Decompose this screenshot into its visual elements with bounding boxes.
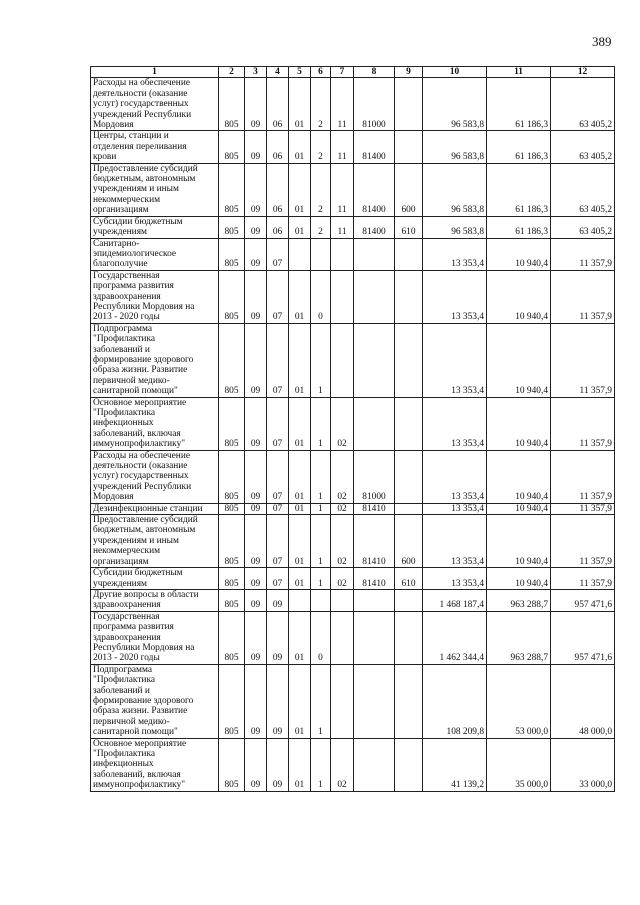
cell-c4: 09 (267, 611, 289, 664)
cell-c8: 81410 (354, 503, 395, 514)
cell-c6: 1 (311, 323, 331, 397)
cell-c3: 09 (245, 515, 267, 568)
cell-c3: 09 (245, 503, 267, 514)
row-label: Основное мероприятие "Профилактика инфекционных заболеваний, включая иммунопрофилактику" (91, 738, 219, 791)
cell-c2: 805 (219, 163, 245, 216)
cell-c4: 06 (267, 78, 289, 131)
cell-c12: 957 471,6 (551, 589, 615, 611)
header-cell: 2 (219, 67, 245, 78)
table-row (91, 163, 615, 216)
cell-c10: 96 583,8 (423, 131, 487, 163)
cell-c8: 81410 (354, 515, 395, 568)
cell-c9 (395, 131, 423, 163)
cell-c2: 805 (219, 664, 245, 738)
row-label: Предоставление субсидий бюджетным, автономным учреждениям и иным некоммерческим организациям (91, 515, 219, 568)
cell-c2: 805 (219, 78, 245, 131)
cell-c9 (395, 611, 423, 664)
cell-c11: 61 186,3 (487, 163, 551, 216)
cell-c5 (289, 238, 311, 270)
cell-c6 (311, 238, 331, 270)
cell-c12: 63 405,2 (551, 163, 615, 216)
cell-c5: 01 (289, 611, 311, 664)
cell-c4: 07 (267, 515, 289, 568)
cell-c4: 07 (267, 270, 289, 323)
cell-c10: 13 353,4 (423, 397, 487, 450)
header-cell: 5 (289, 67, 311, 78)
cell-c2: 805 (219, 568, 245, 590)
cell-c8 (354, 738, 395, 791)
budget-table (90, 66, 615, 792)
cell-c6: 1 (311, 397, 331, 450)
cell-c6: 2 (311, 131, 331, 163)
cell-c11: 10 940,4 (487, 503, 551, 514)
cell-c2: 805 (219, 589, 245, 611)
cell-c3: 09 (245, 216, 267, 238)
row-label: Расходы на обеспечение деятельности (оказание услуг) государственных учреждений Республики Мордовия (91, 78, 219, 131)
cell-c7: 11 (331, 78, 354, 131)
cell-c9 (395, 397, 423, 450)
row-label: Санитарно- эпидемиологическое благополучие (91, 238, 219, 270)
cell-c5: 01 (289, 131, 311, 163)
header-cell: 1 (91, 67, 219, 78)
cell-c7 (331, 589, 354, 611)
cell-c7: 02 (331, 568, 354, 590)
table-row (91, 323, 615, 397)
cell-c10: 1 462 344,4 (423, 611, 487, 664)
cell-c3: 09 (245, 238, 267, 270)
cell-c3: 09 (245, 568, 267, 590)
cell-c10: 13 353,4 (423, 568, 487, 590)
cell-c10: 13 353,4 (423, 515, 487, 568)
cell-c9 (395, 450, 423, 503)
cell-c4: 07 (267, 397, 289, 450)
cell-c10: 96 583,8 (423, 78, 487, 131)
row-label: Центры, станции и отделения переливания крови (91, 131, 219, 163)
row-label: Подпрограмма "Профилактика заболеваний и формирование здорового образа жизни. Развитие первичной медико- санитарной помощи" (91, 664, 219, 738)
cell-c9 (395, 270, 423, 323)
table-row (91, 131, 615, 163)
cell-c10: 13 353,4 (423, 450, 487, 503)
page-number: 389 (592, 34, 612, 49)
cell-c5: 01 (289, 503, 311, 514)
header-cell: 4 (267, 67, 289, 78)
cell-c11: 10 940,4 (487, 397, 551, 450)
cell-c5: 01 (289, 78, 311, 131)
cell-c8 (354, 238, 395, 270)
cell-c9: 600 (395, 515, 423, 568)
cell-c5: 01 (289, 397, 311, 450)
cell-c7: 11 (331, 163, 354, 216)
cell-c8: 81400 (354, 216, 395, 238)
row-label: Другие вопросы в области здравоохранения (91, 589, 219, 611)
cell-c6: 1 (311, 503, 331, 514)
cell-c9 (395, 589, 423, 611)
cell-c9: 610 (395, 568, 423, 590)
table-row (91, 568, 615, 590)
cell-c6: 0 (311, 270, 331, 323)
cell-c5: 01 (289, 738, 311, 791)
cell-c4: 06 (267, 163, 289, 216)
cell-c11: 10 940,4 (487, 270, 551, 323)
table-row (91, 450, 615, 503)
cell-c10: 96 583,8 (423, 163, 487, 216)
cell-c2: 805 (219, 450, 245, 503)
table-row (91, 738, 615, 791)
cell-c11: 10 940,4 (487, 450, 551, 503)
cell-c12: 957 471,6 (551, 611, 615, 664)
cell-c5: 01 (289, 163, 311, 216)
cell-c2: 805 (219, 238, 245, 270)
cell-c10: 96 583,8 (423, 216, 487, 238)
cell-c7: 11 (331, 131, 354, 163)
cell-c2: 805 (219, 738, 245, 791)
cell-c6: 1 (311, 568, 331, 590)
cell-c7 (331, 238, 354, 270)
table-row (91, 611, 615, 664)
header-cell: 7 (331, 67, 354, 78)
cell-c8 (354, 270, 395, 323)
cell-c12: 63 405,2 (551, 131, 615, 163)
cell-c7: 02 (331, 738, 354, 791)
cell-c9 (395, 323, 423, 397)
cell-c3: 09 (245, 450, 267, 503)
cell-c7 (331, 270, 354, 323)
cell-c4: 07 (267, 568, 289, 590)
cell-c9 (395, 238, 423, 270)
table-row (91, 515, 615, 568)
cell-c8 (354, 611, 395, 664)
cell-c6: 2 (311, 78, 331, 131)
cell-c11: 963 288,7 (487, 589, 551, 611)
table-row (91, 238, 615, 270)
cell-c11: 61 186,3 (487, 78, 551, 131)
cell-c4: 09 (267, 738, 289, 791)
cell-c8 (354, 589, 395, 611)
cell-c5: 01 (289, 270, 311, 323)
cell-c12: 11 357,9 (551, 323, 615, 397)
header-cell: 10 (423, 67, 487, 78)
cell-c6: 1 (311, 450, 331, 503)
table-row (91, 397, 615, 450)
cell-c5: 01 (289, 568, 311, 590)
cell-c9 (395, 738, 423, 791)
cell-c6: 1 (311, 664, 331, 738)
cell-c12: 11 357,9 (551, 397, 615, 450)
cell-c8: 81400 (354, 163, 395, 216)
row-label: Дезинфекционные станции (91, 503, 219, 514)
cell-c12: 11 357,9 (551, 450, 615, 503)
cell-c5: 01 (289, 323, 311, 397)
cell-c10: 41 139,2 (423, 738, 487, 791)
row-label: Субсидии бюджетным учреждениям (91, 216, 219, 238)
cell-c12: 11 357,9 (551, 515, 615, 568)
cell-c4: 06 (267, 131, 289, 163)
cell-c6: 1 (311, 738, 331, 791)
cell-c4: 06 (267, 216, 289, 238)
cell-c11: 61 186,3 (487, 216, 551, 238)
cell-c10: 13 353,4 (423, 323, 487, 397)
cell-c6: 1 (311, 515, 331, 568)
cell-c11: 10 940,4 (487, 515, 551, 568)
cell-c10: 13 353,4 (423, 238, 487, 270)
cell-c5: 01 (289, 515, 311, 568)
cell-c5: 01 (289, 450, 311, 503)
cell-c2: 805 (219, 131, 245, 163)
header-cell: 6 (311, 67, 331, 78)
cell-c12: 63 405,2 (551, 78, 615, 131)
cell-c12: 11 357,9 (551, 270, 615, 323)
cell-c12: 63 405,2 (551, 216, 615, 238)
cell-c8: 81000 (354, 450, 395, 503)
cell-c12: 11 357,9 (551, 503, 615, 514)
cell-c12: 33 000,0 (551, 738, 615, 791)
cell-c8 (354, 323, 395, 397)
cell-c7: 02 (331, 450, 354, 503)
header-cell: 9 (395, 67, 423, 78)
cell-c8: 81410 (354, 568, 395, 590)
cell-c11: 10 940,4 (487, 323, 551, 397)
cell-c4: 09 (267, 589, 289, 611)
cell-c2: 805 (219, 611, 245, 664)
row-label: Государственная программа развития здравоохранения Республики Мордовия на 2013 - 2020 годы (91, 611, 219, 664)
table-row (91, 78, 615, 131)
cell-c9 (395, 503, 423, 514)
row-label: Основное мероприятие "Профилактика инфекционных заболеваний, включая иммунопрофилактику" (91, 397, 219, 450)
cell-c3: 09 (245, 131, 267, 163)
cell-c4: 07 (267, 238, 289, 270)
cell-c8 (354, 664, 395, 738)
cell-c12: 11 357,9 (551, 568, 615, 590)
table-row (91, 664, 615, 738)
cell-c5: 01 (289, 216, 311, 238)
header-cell: 8 (354, 67, 395, 78)
cell-c6: 2 (311, 163, 331, 216)
cell-c12: 48 000,0 (551, 664, 615, 738)
cell-c5 (289, 589, 311, 611)
cell-c5: 01 (289, 664, 311, 738)
cell-c6: 0 (311, 611, 331, 664)
cell-c3: 09 (245, 589, 267, 611)
cell-c4: 07 (267, 450, 289, 503)
row-label: Государственная программа развития здравоохранения Республики Мордовия на 2013 - 2020 годы (91, 270, 219, 323)
cell-c3: 09 (245, 78, 267, 131)
header-cell: 12 (551, 67, 615, 78)
cell-c9 (395, 78, 423, 131)
cell-c4: 09 (267, 664, 289, 738)
table-row (91, 503, 615, 514)
cell-c6 (311, 589, 331, 611)
cell-c10: 13 353,4 (423, 503, 487, 514)
cell-c9 (395, 664, 423, 738)
row-label: Расходы на обеспечение деятельности (оказание услуг) государственных учреждений Республики Мордовия (91, 450, 219, 503)
table-row (91, 589, 615, 611)
cell-c9: 610 (395, 216, 423, 238)
cell-c10: 13 353,4 (423, 270, 487, 323)
row-label: Субсидии бюджетным учреждениям (91, 568, 219, 590)
cell-c4: 07 (267, 503, 289, 514)
table-row (91, 270, 615, 323)
cell-c9: 600 (395, 163, 423, 216)
cell-c7: 02 (331, 397, 354, 450)
cell-c10: 1 468 187,4 (423, 589, 487, 611)
cell-c7: 02 (331, 515, 354, 568)
header-cell: 11 (487, 67, 551, 78)
cell-c8: 81400 (354, 131, 395, 163)
row-label: Подпрограмма "Профилактика заболеваний и формирование здорового образа жизни. Развитие первичной медико- санитарной помощи" (91, 323, 219, 397)
cell-c2: 805 (219, 515, 245, 568)
cell-c3: 09 (245, 611, 267, 664)
cell-c10: 108 209,8 (423, 664, 487, 738)
cell-c11: 35 000,0 (487, 738, 551, 791)
cell-c3: 09 (245, 397, 267, 450)
cell-c3: 09 (245, 163, 267, 216)
cell-c2: 805 (219, 270, 245, 323)
header-cell: 3 (245, 67, 267, 78)
cell-c3: 09 (245, 323, 267, 397)
cell-c8 (354, 397, 395, 450)
cell-c2: 805 (219, 397, 245, 450)
cell-c7: 02 (331, 503, 354, 514)
table-row (91, 216, 615, 238)
cell-c3: 09 (245, 270, 267, 323)
cell-c11: 963 288,7 (487, 611, 551, 664)
cell-c7 (331, 323, 354, 397)
cell-c7 (331, 611, 354, 664)
cell-c2: 805 (219, 216, 245, 238)
cell-c4: 07 (267, 323, 289, 397)
cell-c2: 805 (219, 323, 245, 397)
cell-c3: 09 (245, 738, 267, 791)
cell-c11: 61 186,3 (487, 131, 551, 163)
cell-c12: 11 357,9 (551, 238, 615, 270)
cell-c8: 81000 (354, 78, 395, 131)
cell-c2: 805 (219, 503, 245, 514)
cell-c6: 2 (311, 216, 331, 238)
cell-c3: 09 (245, 664, 267, 738)
cell-c7 (331, 664, 354, 738)
cell-c11: 53 000,0 (487, 664, 551, 738)
header-row (91, 67, 615, 78)
cell-c7: 11 (331, 216, 354, 238)
cell-c11: 10 940,4 (487, 568, 551, 590)
row-label: Предоставление субсидий бюджетным, автономным учреждениям и иным некоммерческим организациям (91, 163, 219, 216)
cell-c11: 10 940,4 (487, 238, 551, 270)
